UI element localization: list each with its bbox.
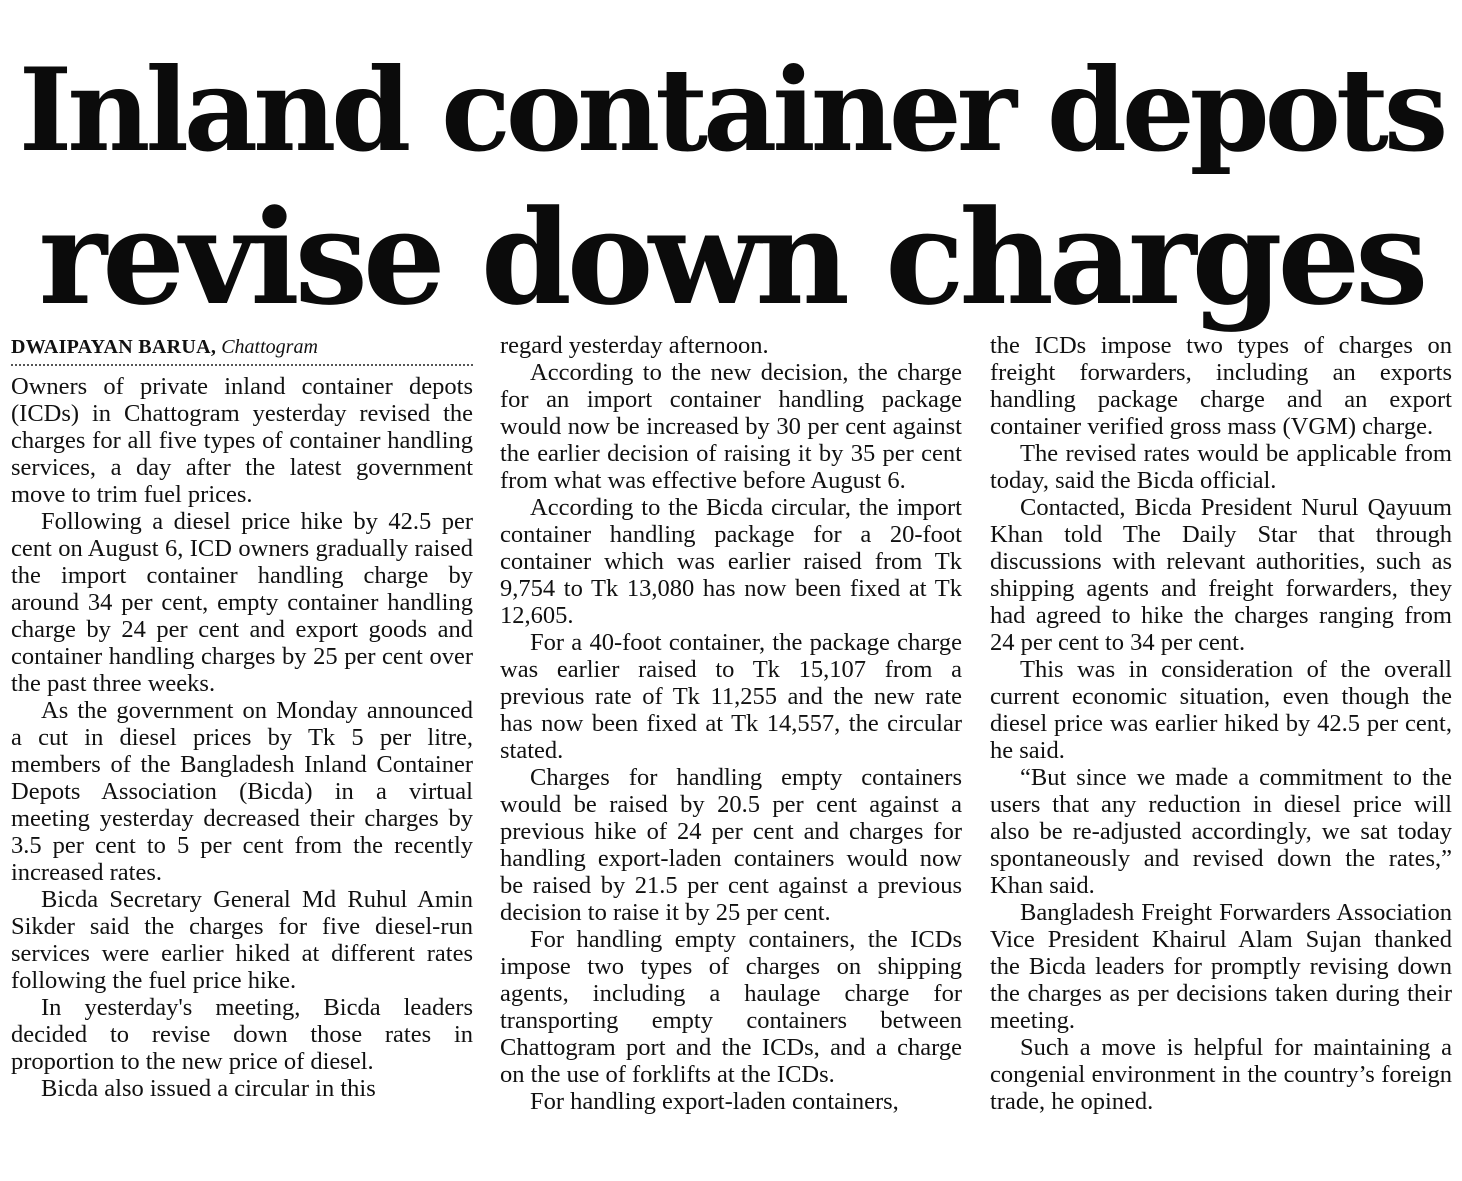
paragraph: Following a diesel price hike by 42.5 per cent on August 6, ICD owners gradually raised the import container handling charge by around 34 per cent, empty container handling charge by 24 per cent and export goods and container handling charges by 25 per cent over the past three weeks. (11, 508, 473, 697)
byline-author: DWAIPAYAN BARUA, (11, 336, 217, 358)
paragraph: For handling empty containers, the ICDs impose two types of charges on shipping agents, including a haulage charge for transporting empty containers between Chattogram port and the ICDs, and a charge on the use of forklifts at the ICDs. (500, 926, 962, 1088)
paragraph: This was in consideration of the overall current economic situation, even though the diesel price was earlier hiked by 42.5 per cent, he said. (990, 656, 1452, 764)
paragraph: Bicda also issued a circular in this (41, 1075, 376, 1102)
byline (11, 332, 473, 361)
byline-location: Chattogram (221, 336, 318, 358)
paragraph: According to the Bicda circular, the import container handling package for a 20-foot container which was earlier raised from Tk 9,754 to Tk 13,080 has now been fixed at Tk 12,605. (500, 494, 962, 629)
paragraph: Bicda Secretary General Md Ruhul Amin Sikder said the charges for five diesel-run services were earlier hiked at different rates following the fuel price hike. (11, 886, 473, 994)
headline-line-1: Inland container depots (18, 43, 1444, 177)
paragraph: Charges for handling empty containers would be raised by 20.5 per cent against a previous hike of 24 per cent and charges for handling export-laden containers would now be raised by 21.5 per cent against a previous decision to raise it by 25 per cent. (500, 764, 962, 926)
paragraph: As the government on Monday announced a cut in diesel prices by Tk 5 per litre, members of the Bangladesh Inland Container Depots Association (Bicda) in a virtual meeting yesterday decreased their charges by 3.5 per cent to 5 per cent from the recently increased rates. (11, 697, 473, 886)
paragraph: “But since we made a commitment to the users that any reduction in diesel price will also be re-adjusted accordingly, we sat today spontaneously and revised down the rates,” Khan said. (990, 764, 1452, 899)
paragraph: Such a move is helpful for maintaining a congenial environment in the country’s foreign trade, he opined. (990, 1034, 1452, 1115)
paragraph: The revised rates would be applicable from today, said the Bicda official. (990, 440, 1452, 494)
paragraph: Contacted, Bicda President Nurul Qayuum Khan told The Daily Star that through discussions with relevant authorities, such as shipping agents and freight forwarders, they had agreed to hike the charges ranging from 24 per cent to 34 per cent. (990, 494, 1452, 656)
paragraph: Bangladesh Freight Forwarders Association Vice President Khairul Alam Sujan thanked the Bicda leaders for promptly revising down the charges as per decisions taken during their meeting. (990, 899, 1452, 1034)
headline-line-2: revise down charges (38, 181, 1424, 334)
paragraph: For handling export-laden containers, (530, 1088, 899, 1115)
paragraph: Owners of private inland container depots (ICDs) in Chattogram yesterday revised the charges for all five types of container handling services, a day after the latest government move to trim fuel prices. (11, 373, 473, 508)
headline (0, 36, 1462, 332)
byline-divider (11, 364, 473, 366)
paragraph: According to the new decision, the charge for an import container handling package would now be increased by 30 per cent against the earlier decision of raising it by 35 per cent from what was effective before August 6. (500, 359, 962, 494)
paragraph: regard yesterday afternoon. (500, 332, 769, 359)
article-column-3 (990, 332, 1452, 1115)
paragraph: the ICDs impose two types of charges on freight forwarders, including an exports handling package charge and an export container verified gross mass (VGM) charge. (990, 332, 1452, 440)
article-column-1 (11, 332, 473, 1102)
paragraph: In yesterday's meeting, Bicda leaders decided to revise down those rates in proportion to the new price of diesel. (11, 994, 473, 1075)
paragraph: For a 40-foot container, the package charge was earlier raised to Tk 15,107 from a previous rate of Tk 11,255 and the new rate has now been fixed at Tk 14,557, the circular stated. (500, 629, 962, 764)
article-column-2 (500, 332, 962, 1115)
